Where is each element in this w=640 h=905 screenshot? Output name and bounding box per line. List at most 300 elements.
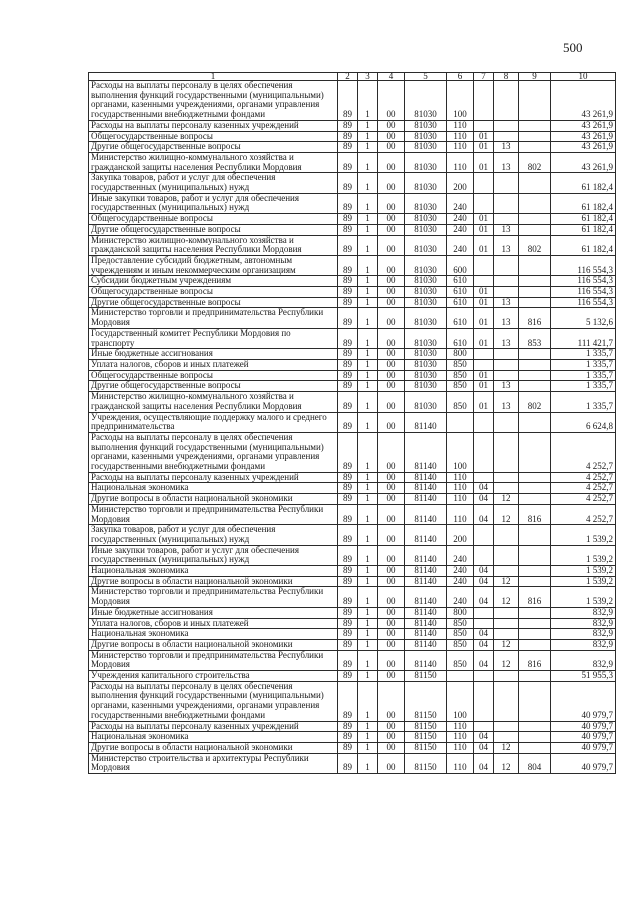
cell-name: Учреждения, осуществляющие поддержку малого и среднего предпринимательства: [89, 412, 338, 432]
cell-section: 01: [474, 392, 494, 412]
cell-subsection: [494, 671, 519, 682]
cell-section: [474, 349, 494, 360]
cell-department: [519, 214, 551, 225]
cell-target-item: 81140: [405, 412, 447, 432]
cell-ministry-code: 89: [338, 359, 358, 370]
table-row: [89, 235, 616, 255]
cell-subprogram: 00: [378, 525, 405, 545]
cell-target-item: 81030: [405, 255, 447, 275]
cell-department: [519, 276, 551, 287]
cell-subprogram: 00: [378, 142, 405, 153]
cell-expense-type: 200: [447, 173, 474, 193]
cell-expense-type: 240: [447, 566, 474, 577]
header-cell-ministry-code: 2: [338, 73, 358, 81]
cell-expense-type: 610: [447, 287, 474, 298]
cell-target-item: 81140: [405, 432, 447, 472]
header-cell-subsection: 8: [494, 73, 519, 81]
cell-subprogram: 00: [378, 412, 405, 432]
cell-name: Закупка товаров, работ и услуг для обеспечения государственных (муниципальных) нужд: [89, 173, 338, 193]
cell-subsection: [494, 81, 519, 121]
cell-section: 04: [474, 504, 494, 524]
cell-department: [519, 255, 551, 275]
cell-expense-type: 110: [447, 152, 474, 172]
cell-section: 01: [474, 297, 494, 308]
cell-department: [519, 576, 551, 587]
cell-program: 1: [358, 276, 378, 287]
cell-expense-type: 240: [447, 235, 474, 255]
table-row: [89, 650, 616, 670]
table-row: [89, 193, 616, 213]
cell-expense-type: 800: [447, 607, 474, 618]
cell-program: 1: [358, 629, 378, 640]
cell-expense-type: 110: [447, 472, 474, 483]
cell-name: Национальная экономика: [89, 566, 338, 577]
cell-ministry-code: 89: [338, 235, 358, 255]
table-row: [89, 494, 616, 505]
cell-department: [519, 81, 551, 121]
cell-subprogram: 00: [378, 120, 405, 131]
cell-amount: 116 554,3: [551, 287, 616, 298]
cell-program: 1: [358, 721, 378, 732]
cell-target-item: 81140: [405, 607, 447, 618]
cell-program: 1: [358, 370, 378, 381]
table-row: [89, 432, 616, 472]
cell-subprogram: 00: [378, 650, 405, 670]
cell-department: [519, 349, 551, 360]
cell-name: Другие общегосударственные вопросы: [89, 142, 338, 153]
cell-subprogram: 00: [378, 308, 405, 328]
cell-expense-type: 100: [447, 432, 474, 472]
cell-name: Иные бюджетные ассигнования: [89, 349, 338, 360]
cell-program: 1: [358, 432, 378, 472]
table-row: [89, 671, 616, 682]
header-cell-expense-type: 6: [447, 73, 474, 81]
table-row: [89, 566, 616, 577]
table-row: [89, 297, 616, 308]
cell-name: Общегосударственные вопросы: [89, 370, 338, 381]
cell-amount: 1 539,2: [551, 587, 616, 607]
cell-target-item: 81030: [405, 370, 447, 381]
cell-name: Предоставление субсидий бюджетным, автономным учреждениям и иным некоммерческим организациям: [89, 255, 338, 275]
cell-subprogram: 00: [378, 328, 405, 348]
cell-department: [519, 193, 551, 213]
cell-subprogram: 00: [378, 472, 405, 483]
cell-section: 01: [474, 328, 494, 348]
cell-department: [519, 494, 551, 505]
cell-expense-type: 110: [447, 494, 474, 505]
cell-ministry-code: 89: [338, 721, 358, 732]
cell-program: 1: [358, 587, 378, 607]
cell-ministry-code: 89: [338, 214, 358, 225]
cell-section: [474, 81, 494, 121]
cell-ministry-code: 89: [338, 308, 358, 328]
cell-section: [474, 193, 494, 213]
cell-name: Общегосударственные вопросы: [89, 214, 338, 225]
cell-expense-type: 110: [447, 483, 474, 494]
cell-amount: 116 554,3: [551, 297, 616, 308]
cell-name: Другие вопросы в области национальной экономики: [89, 743, 338, 754]
cell-section: 01: [474, 235, 494, 255]
cell-amount: 832,9: [551, 650, 616, 670]
cell-department: [519, 359, 551, 370]
table-row: [89, 743, 616, 754]
cell-subsection: [494, 681, 519, 721]
cell-expense-type: 110: [447, 743, 474, 754]
cell-target-item: 81150: [405, 671, 447, 682]
cell-department: 816: [519, 587, 551, 607]
cell-expense-type: 850: [447, 392, 474, 412]
cell-target-item: 81140: [405, 629, 447, 640]
cell-name: Иные бюджетные ассигнования: [89, 607, 338, 618]
cell-program: 1: [358, 328, 378, 348]
cell-subsection: [494, 131, 519, 142]
cell-section: 04: [474, 587, 494, 607]
cell-program: 1: [358, 193, 378, 213]
cell-department: [519, 142, 551, 153]
cell-section: 01: [474, 131, 494, 142]
cell-section: [474, 607, 494, 618]
cell-expense-type: 600: [447, 255, 474, 275]
cell-section: 01: [474, 381, 494, 392]
cell-department: [519, 732, 551, 743]
cell-section: 04: [474, 576, 494, 587]
cell-name: Уплата налогов, сборов и иных платежей: [89, 359, 338, 370]
cell-expense-type: 850: [447, 618, 474, 629]
cell-program: 1: [358, 607, 378, 618]
cell-section: [474, 255, 494, 275]
table-row: [89, 276, 616, 287]
cell-target-item: 81140: [405, 566, 447, 577]
cell-department: [519, 287, 551, 298]
cell-amount: 61 182,4: [551, 193, 616, 213]
cell-subprogram: 00: [378, 224, 405, 235]
cell-program: 1: [358, 349, 378, 360]
cell-ministry-code: 89: [338, 392, 358, 412]
cell-subsection: [494, 359, 519, 370]
cell-subsection: 12: [494, 650, 519, 670]
cell-section: 04: [474, 753, 494, 773]
cell-name: Общегосударственные вопросы: [89, 287, 338, 298]
cell-target-item: 81150: [405, 753, 447, 773]
cell-section: 01: [474, 214, 494, 225]
cell-section: [474, 412, 494, 432]
cell-target-item: 81030: [405, 152, 447, 172]
table-row: [89, 120, 616, 131]
cell-subsection: [494, 214, 519, 225]
cell-name: Другие вопросы в области национальной экономики: [89, 639, 338, 650]
cell-department: [519, 618, 551, 629]
cell-subsection: 13: [494, 235, 519, 255]
cell-subsection: [494, 276, 519, 287]
cell-name: Другие вопросы в области национальной экономики: [89, 576, 338, 587]
cell-subsection: 13: [494, 224, 519, 235]
cell-amount: 1 539,2: [551, 525, 616, 545]
cell-name: Расходы на выплаты персоналу в целях обеспечения выполнения функций государственными (муниципальными) органами, казенными учреждениями, органами управления государственными внебюджетными фондами: [89, 81, 338, 121]
cell-name: Уплата налогов, сборов и иных платежей: [89, 618, 338, 629]
cell-amount: 5 132,6: [551, 308, 616, 328]
cell-ministry-code: 89: [338, 173, 358, 193]
cell-amount: 4 252,7: [551, 504, 616, 524]
table-row: [89, 483, 616, 494]
cell-program: 1: [358, 392, 378, 412]
cell-ministry-code: 89: [338, 381, 358, 392]
cell-program: 1: [358, 152, 378, 172]
cell-program: 1: [358, 743, 378, 754]
cell-department: [519, 472, 551, 483]
cell-program: 1: [358, 618, 378, 629]
table-row: [89, 545, 616, 565]
cell-ministry-code: 89: [338, 297, 358, 308]
cell-program: 1: [358, 504, 378, 524]
page-number: 500: [563, 40, 583, 55]
cell-name: Национальная экономика: [89, 483, 338, 494]
cell-name: Министерство торговли и предпринимательства Республики Мордовия: [89, 504, 338, 524]
cell-amount: 832,9: [551, 639, 616, 650]
cell-program: 1: [358, 381, 378, 392]
cell-amount: 1 539,2: [551, 576, 616, 587]
cell-section: [474, 173, 494, 193]
cell-program: 1: [358, 732, 378, 743]
table-row: [89, 287, 616, 298]
cell-target-item: 81030: [405, 131, 447, 142]
cell-department: [519, 525, 551, 545]
cell-subprogram: 00: [378, 545, 405, 565]
cell-target-item: 81140: [405, 545, 447, 565]
cell-section: [474, 432, 494, 472]
cell-target-item: 81030: [405, 328, 447, 348]
cell-target-item: 81030: [405, 349, 447, 360]
cell-expense-type: 240: [447, 587, 474, 607]
cell-subprogram: 00: [378, 432, 405, 472]
cell-subsection: 13: [494, 308, 519, 328]
cell-ministry-code: 89: [338, 671, 358, 682]
cell-name: Министерство жилищно-коммунального хозяйства и гражданской защиты населения Республики Мордовия: [89, 235, 338, 255]
cell-ministry-code: 89: [338, 732, 358, 743]
cell-subsection: 13: [494, 152, 519, 172]
cell-department: [519, 131, 551, 142]
cell-subprogram: 00: [378, 587, 405, 607]
cell-expense-type: 110: [447, 753, 474, 773]
cell-section: [474, 525, 494, 545]
table-row: [89, 753, 616, 773]
cell-ministry-code: 89: [338, 743, 358, 754]
cell-department: 802: [519, 152, 551, 172]
cell-ministry-code: 89: [338, 142, 358, 153]
cell-subprogram: 00: [378, 576, 405, 587]
cell-target-item: 81140: [405, 472, 447, 483]
cell-section: [474, 359, 494, 370]
cell-target-item: 81030: [405, 308, 447, 328]
cell-target-item: 81150: [405, 721, 447, 732]
cell-amount: 4 252,7: [551, 494, 616, 505]
cell-amount: 4 252,7: [551, 432, 616, 472]
cell-amount: 43 261,9: [551, 152, 616, 172]
cell-section: 04: [474, 494, 494, 505]
table-row: [89, 721, 616, 732]
cell-target-item: 81150: [405, 732, 447, 743]
cell-amount: 1 335,7: [551, 370, 616, 381]
cell-program: 1: [358, 412, 378, 432]
cell-expense-type: 850: [447, 381, 474, 392]
table-row: [89, 629, 616, 640]
table-row: [89, 224, 616, 235]
cell-target-item: 81030: [405, 297, 447, 308]
cell-expense-type: [447, 671, 474, 682]
cell-subsection: 12: [494, 504, 519, 524]
table-row: [89, 349, 616, 360]
cell-department: 816: [519, 650, 551, 670]
cell-expense-type: 240: [447, 576, 474, 587]
cell-department: [519, 721, 551, 732]
cell-target-item: 81140: [405, 525, 447, 545]
cell-target-item: 81150: [405, 681, 447, 721]
table-row: [89, 525, 616, 545]
cell-subprogram: 00: [378, 235, 405, 255]
cell-expense-type: 240: [447, 545, 474, 565]
cell-program: 1: [358, 120, 378, 131]
cell-subprogram: 00: [378, 743, 405, 754]
cell-amount: 1 335,7: [551, 392, 616, 412]
cell-subprogram: 00: [378, 276, 405, 287]
cell-department: [519, 629, 551, 640]
cell-subprogram: 00: [378, 287, 405, 298]
cell-name: Иные закупки товаров, работ и услуг для обеспечения государственных (муниципальных) нужд: [89, 545, 338, 565]
cell-target-item: 81140: [405, 576, 447, 587]
cell-target-item: 81030: [405, 224, 447, 235]
cell-subsection: 13: [494, 297, 519, 308]
cell-ministry-code: 89: [338, 566, 358, 577]
cell-section: 01: [474, 224, 494, 235]
table-row: [89, 131, 616, 142]
budget-table: [88, 72, 616, 774]
table-row: [89, 173, 616, 193]
cell-subsection: 12: [494, 753, 519, 773]
cell-subsection: 12: [494, 576, 519, 587]
cell-amount: 832,9: [551, 629, 616, 640]
cell-ministry-code: 89: [338, 131, 358, 142]
cell-section: [474, 276, 494, 287]
header-cell-section: 7: [474, 73, 494, 81]
cell-expense-type: 110: [447, 721, 474, 732]
table-row: [89, 392, 616, 412]
cell-amount: 1 539,2: [551, 545, 616, 565]
cell-program: 1: [358, 753, 378, 773]
cell-subsection: 13: [494, 142, 519, 153]
cell-program: 1: [358, 494, 378, 505]
cell-expense-type: 240: [447, 214, 474, 225]
cell-ministry-code: 89: [338, 193, 358, 213]
header-cell-amount: 10: [551, 73, 616, 81]
table-body: [89, 73, 616, 774]
cell-subprogram: 00: [378, 152, 405, 172]
cell-program: 1: [358, 173, 378, 193]
cell-target-item: 81030: [405, 193, 447, 213]
cell-amount: 43 261,9: [551, 81, 616, 121]
cell-subsection: [494, 472, 519, 483]
cell-ministry-code: 89: [338, 494, 358, 505]
cell-expense-type: 850: [447, 650, 474, 670]
cell-subprogram: 00: [378, 381, 405, 392]
cell-subsection: [494, 120, 519, 131]
cell-subprogram: 00: [378, 732, 405, 743]
cell-name: Расходы на выплаты персоналу казенных учреждений: [89, 120, 338, 131]
header-cell-subprogram: 4: [378, 73, 405, 81]
cell-amount: 1 335,7: [551, 349, 616, 360]
cell-amount: 61 182,4: [551, 235, 616, 255]
cell-ministry-code: 89: [338, 120, 358, 131]
cell-subsection: 12: [494, 743, 519, 754]
cell-ministry-code: 89: [338, 753, 358, 773]
table-row: [89, 472, 616, 483]
cell-section: 04: [474, 483, 494, 494]
cell-subsection: 12: [494, 639, 519, 650]
cell-amount: 40 979,7: [551, 753, 616, 773]
cell-department: [519, 224, 551, 235]
cell-section: 01: [474, 308, 494, 328]
cell-name: Министерство жилищно-коммунального хозяйства и гражданской защиты населения Республики Мордовия: [89, 152, 338, 172]
cell-subsection: 12: [494, 494, 519, 505]
cell-amount: 111 421,7: [551, 328, 616, 348]
table-row: [89, 359, 616, 370]
cell-subprogram: 00: [378, 370, 405, 381]
cell-section: 04: [474, 650, 494, 670]
cell-subsection: [494, 629, 519, 640]
cell-department: [519, 566, 551, 577]
cell-name: Другие общегосударственные вопросы: [89, 297, 338, 308]
table-row: [89, 255, 616, 275]
cell-name: Другие общегосударственные вопросы: [89, 224, 338, 235]
cell-name: Расходы на выплаты персоналу в целях обеспечения выполнения функций государственными (муниципальными) органами, казенными учреждениями, органами управления государственными внебюджетными фондами: [89, 681, 338, 721]
cell-ministry-code: 89: [338, 255, 358, 275]
cell-section: 04: [474, 743, 494, 754]
cell-department: [519, 432, 551, 472]
cell-subsection: [494, 412, 519, 432]
cell-expense-type: 240: [447, 224, 474, 235]
cell-name: Министерство жилищно-коммунального хозяйства и гражданской защиты населения Республики Мордовия: [89, 392, 338, 412]
cell-name: Закупка товаров, работ и услуг для обеспечения государственных (муниципальных) нужд: [89, 525, 338, 545]
header-cell-target-item: 5: [405, 73, 447, 81]
cell-subprogram: 00: [378, 639, 405, 650]
cell-subprogram: 00: [378, 504, 405, 524]
cell-department: [519, 173, 551, 193]
cell-department: [519, 381, 551, 392]
cell-amount: 40 979,7: [551, 721, 616, 732]
cell-department: 816: [519, 504, 551, 524]
cell-amount: 1 335,7: [551, 381, 616, 392]
cell-amount: 4 252,7: [551, 472, 616, 483]
cell-expense-type: 100: [447, 681, 474, 721]
cell-section: 01: [474, 370, 494, 381]
cell-name: Учреждения капитального строительства: [89, 671, 338, 682]
cell-section: 04: [474, 629, 494, 640]
cell-program: 1: [358, 235, 378, 255]
cell-amount: 43 261,9: [551, 120, 616, 131]
cell-department: [519, 483, 551, 494]
cell-name: Министерство торговли и предпринимательства Республики Мордовия: [89, 587, 338, 607]
cell-expense-type: 850: [447, 629, 474, 640]
cell-subprogram: 00: [378, 214, 405, 225]
cell-program: 1: [358, 81, 378, 121]
cell-subprogram: 00: [378, 566, 405, 577]
cell-ministry-code: 89: [338, 276, 358, 287]
cell-ministry-code: 89: [338, 639, 358, 650]
cell-program: 1: [358, 681, 378, 721]
cell-subprogram: 00: [378, 681, 405, 721]
cell-ministry-code: 89: [338, 483, 358, 494]
cell-amount: 6 624,8: [551, 412, 616, 432]
cell-subsection: [494, 721, 519, 732]
cell-name: Субсидии бюджетным учреждениям: [89, 276, 338, 287]
